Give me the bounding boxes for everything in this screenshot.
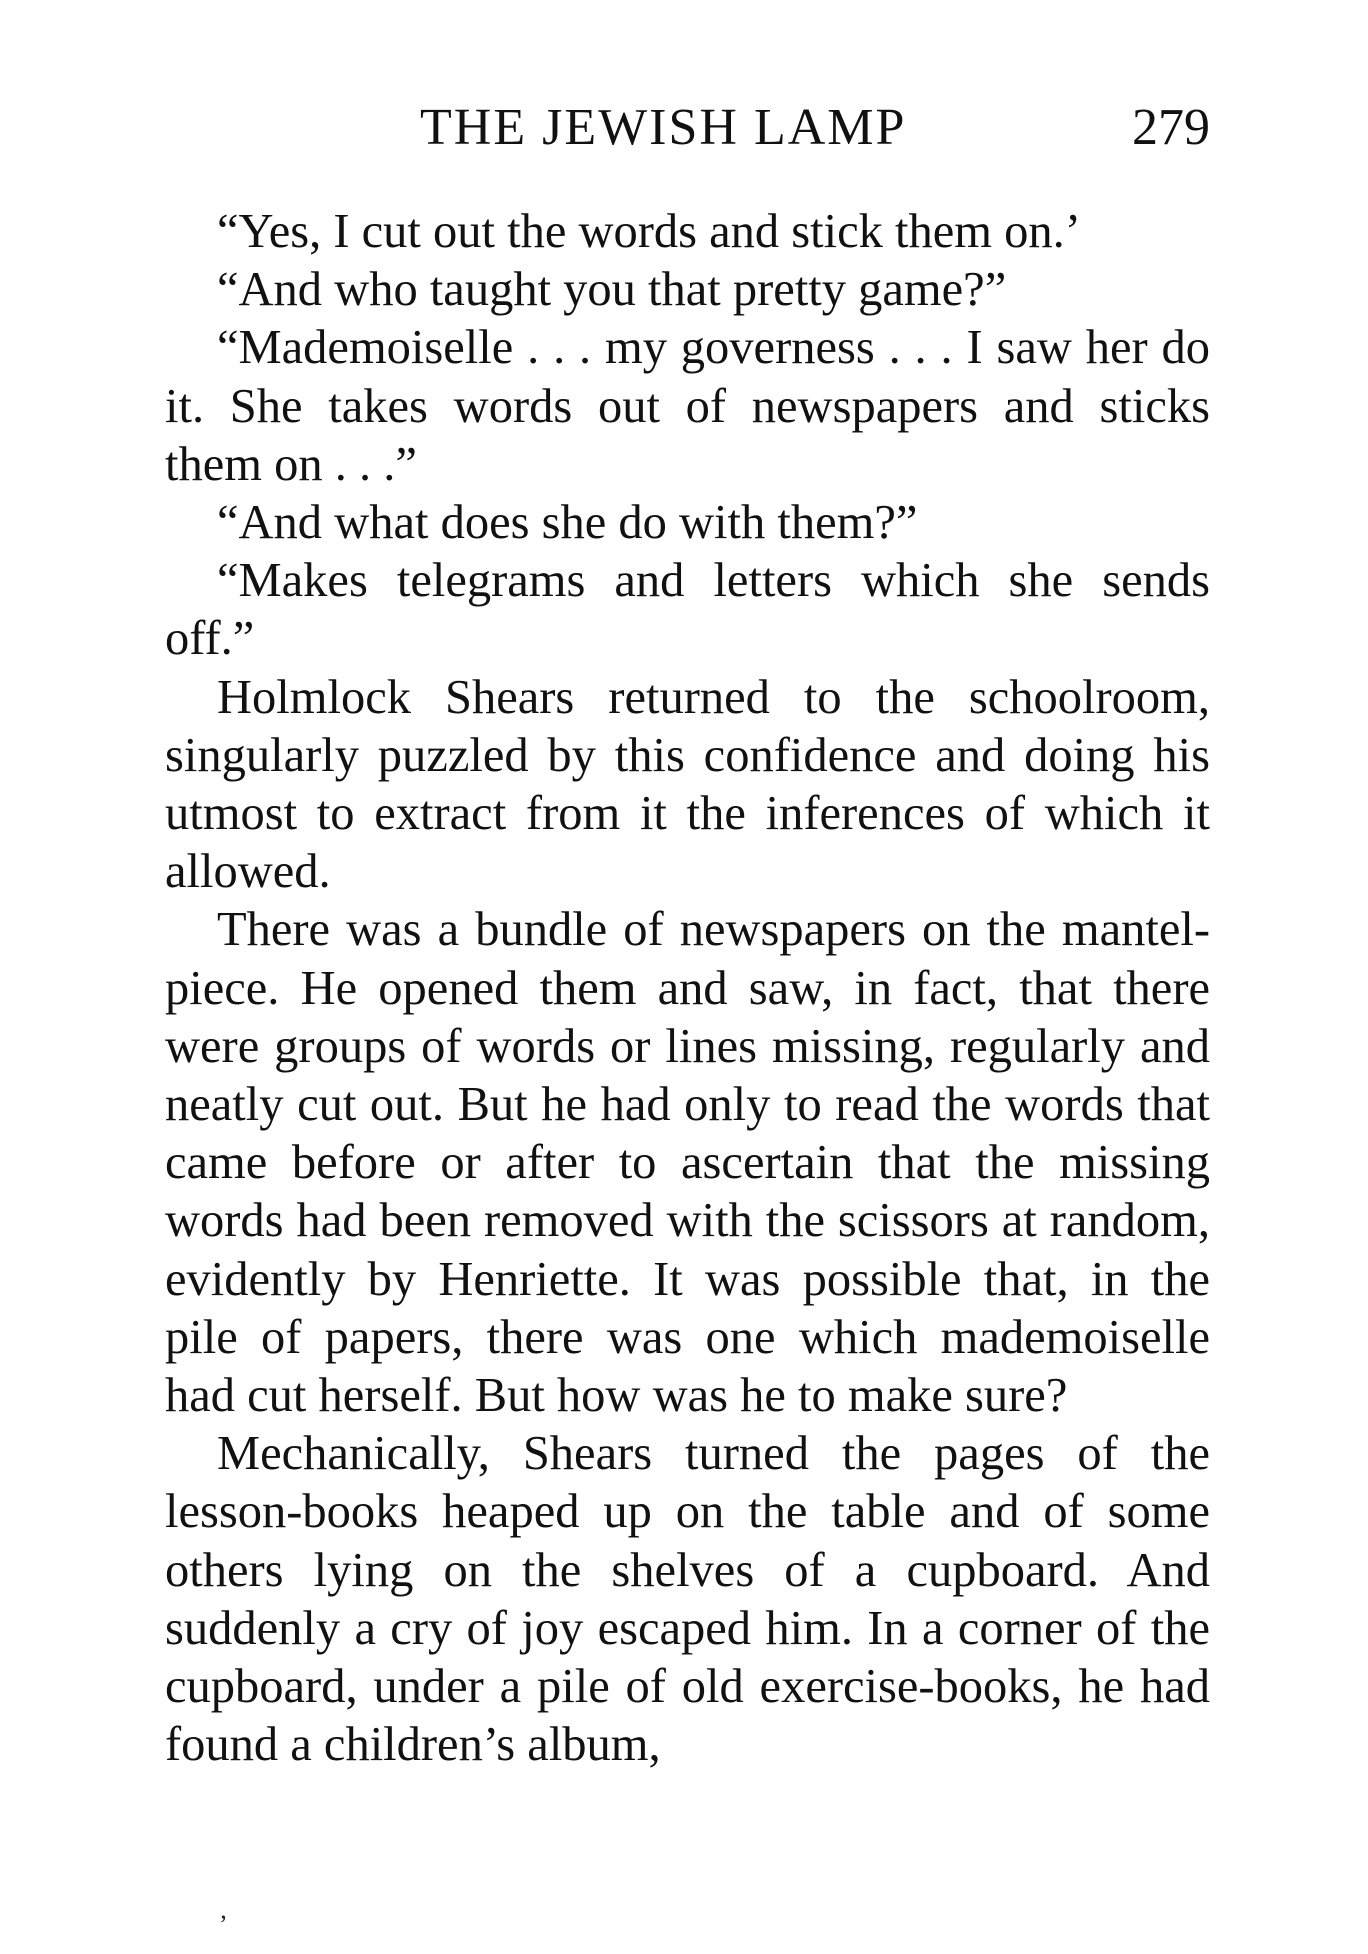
paragraph-8: Mechanically, Shears turned the pages of the lesson-books heaped up on the table and of some others lying on the shelves of a cupboard. And suddenly a cry of joy escaped him. In a corner of the cupboard, under a pile of old exercise-books, he had found a children’s album, xyxy=(165,1427,1210,1772)
running-head xyxy=(165,98,1210,158)
paragraph-7: There was a bundle of newspapers on the mantel-piece. He opened them and saw, in fact, that there were groups of words or lines missing, regularly and neatly cut out. But he had only to read the words that came before or after to ascertain that the missing words had been removed with the scissors at random, evidently by Henriette. It was possible that, in the pile of papers, there was one which mademoiselle had cut herself. But how was he to make sure? xyxy=(165,903,1210,1423)
paragraph-5: “Makes telegrams and letters which she sends off.” xyxy=(165,554,1210,666)
paragraph-4: “And what does she do with them?” xyxy=(217,496,918,550)
paragraph-1: “Yes, I cut out the words and stick them on.’ xyxy=(217,205,1081,258)
paragraph-6: Holmlock Shears returned to the schoolroom, singularly puzzled by this confidence and doing his utmost to extract from it the inferences of which it allowed. xyxy=(165,670,1210,899)
page-number: 279 xyxy=(1132,99,1210,156)
paragraph-3: “Mademoiselle . . . my governess . . . I saw her do it. She takes words out of newspapers and sticks them on . . .” xyxy=(165,321,1210,491)
body-text xyxy=(165,203,1210,1774)
running-title: THE JEWISH LAMP xyxy=(420,99,907,156)
print-speck: ‚ xyxy=(219,1895,228,1924)
paragraph-2: “And who taught you that pretty game?” xyxy=(217,263,1007,317)
